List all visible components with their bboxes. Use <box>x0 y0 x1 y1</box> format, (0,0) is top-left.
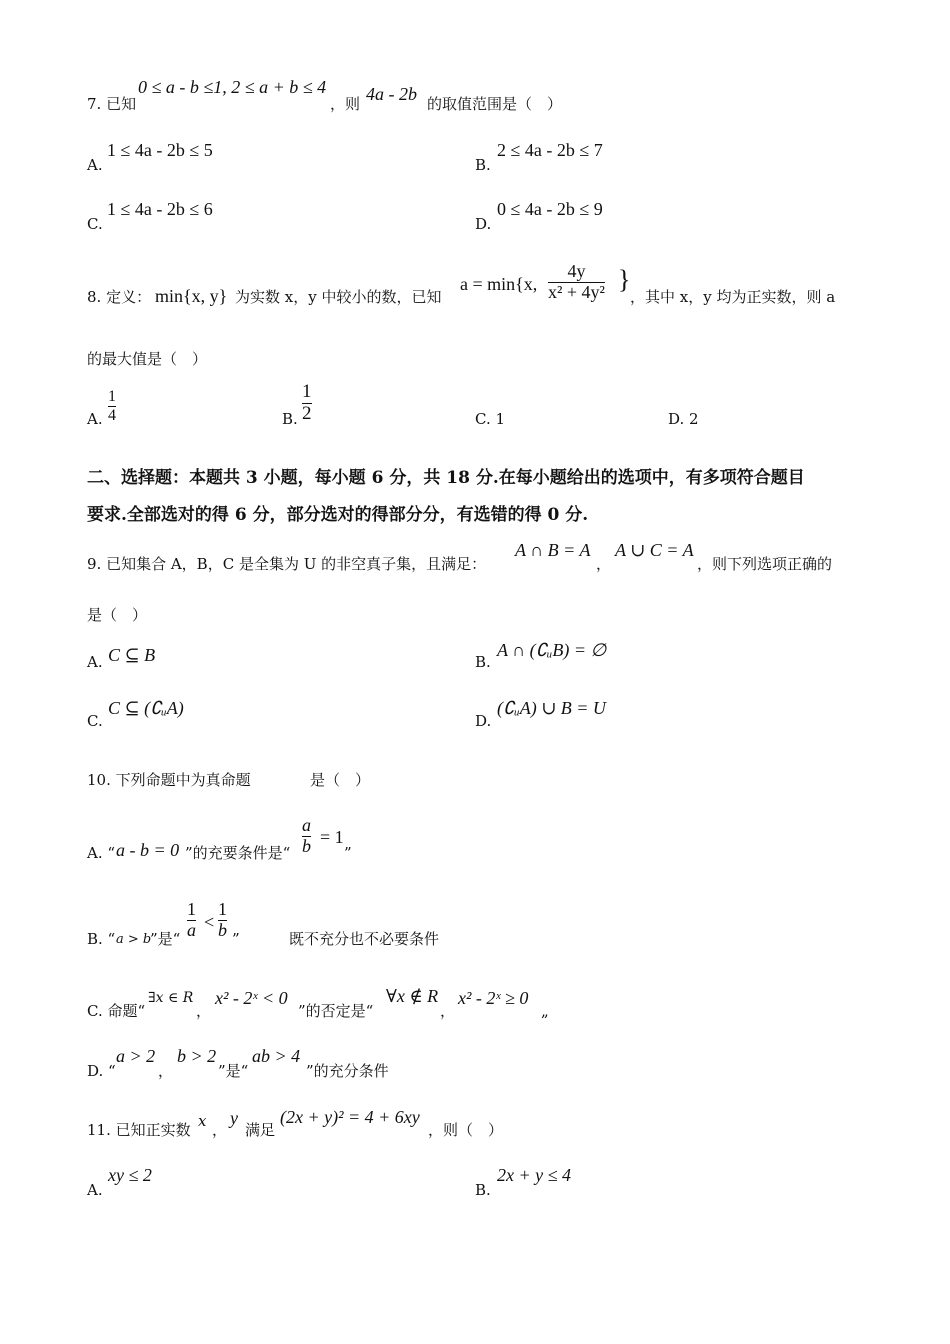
q7-option-b-label: B. <box>475 156 491 174</box>
q9-comma: ， <box>596 555 612 573</box>
q10-c-inequality1: x² - 2ˣ < 0 <box>215 988 288 1008</box>
q10-c-comma2: ， <box>440 1002 456 1020</box>
q8-option-a-label: A. <box>87 410 103 428</box>
q10-c-end: „ <box>541 1002 549 1020</box>
q7-option-d-label: D. <box>475 215 492 233</box>
q7-prefix: 7. 已知 <box>87 95 137 113</box>
q9-option-c: C ⊆ (∁ᵤA) <box>108 698 184 718</box>
q8-text1: 为实数 x，y 中较小的数，已知 <box>235 288 442 306</box>
q9-option-b: A ∩ (∁ᵤB) = ∅ <box>497 640 607 660</box>
q10-suffix: 是（ ） <box>310 771 371 789</box>
q9-option-c-label: C. <box>87 712 103 730</box>
q10-b-mid: ”是“ <box>150 930 181 948</box>
q10-b-numerator1: 1 <box>187 899 196 919</box>
q8-a-definition-left: a = min{x, <box>460 274 538 294</box>
q9-line2: 是（ ） <box>87 606 148 624</box>
q8-a-fraction <box>548 262 605 303</box>
q7-option-c: 1 ≤ 4a - 2b ≤ 6 <box>107 199 213 219</box>
q7-option-a-label: A. <box>87 156 103 174</box>
q9-option-a-label: A. <box>87 653 103 671</box>
q8-option-a-denominator: 4 <box>108 406 116 424</box>
q9-option-a: C ⊆ B <box>108 645 156 665</box>
q8-option-a-numerator: 1 <box>108 388 116 405</box>
q8-option-b-label: B. <box>282 410 298 428</box>
q10-a-equals: = 1 <box>320 827 344 847</box>
section2-heading-line1: 二、选择题：本题共 3 小题，每小题 6 分，共 18 分.在每小题给出的选项中，有多项符合题目 <box>87 468 805 488</box>
q11-option-b: 2x + y ≤ 4 <box>497 1165 572 1185</box>
q10-c-comma1: ， <box>196 1002 212 1020</box>
q11-mid: 满足 <box>245 1121 276 1139</box>
q7-condition: 0 ≤ a - b ≤1, 2 ≤ a + b ≤ 4 <box>138 77 327 97</box>
q8-option-c: C. 1 <box>475 410 506 428</box>
q8-a-denominator: x² + 4y² <box>548 281 605 302</box>
q10-d-pre: D. “ <box>87 1062 116 1080</box>
q8-option-b-denominator: 2 <box>302 402 312 424</box>
q8-line2: 的最大值是（ ） <box>87 350 208 368</box>
q8-option-b-fraction <box>302 382 312 425</box>
q10-b-denominator2: b <box>218 919 227 940</box>
q9-option-b-label: B. <box>475 653 491 671</box>
q10-a-end: ” <box>344 844 352 862</box>
q10-b-tail: 既不充分也不必要条件 <box>289 930 440 948</box>
q8-text2: ，其中 x，y 均为正实数，则 a <box>630 288 836 306</box>
q10-d-end: ”的充分条件 <box>306 1062 389 1080</box>
q10-c-pre: C. 命题“ <box>87 1002 146 1020</box>
q8-min-definition: min{x, y} <box>155 286 228 306</box>
q7-option-c-label: C. <box>87 215 103 233</box>
q10-b-numerator2: 1 <box>218 899 227 919</box>
q11-var-y: y <box>230 1108 238 1128</box>
q11-equation: (2x + y)² = 4 + 6xy <box>280 1107 420 1127</box>
q9-condition1: A ∩ B = A <box>515 540 591 560</box>
q10-c-forall: ∀x ∉ R <box>386 986 439 1006</box>
q10-b-end: ” <box>232 930 240 948</box>
q10-prefix: 10. 下列命题中为真命题 <box>87 771 251 789</box>
q11-option-a-label: A. <box>87 1181 103 1199</box>
q9-option-d: (∁ᵤA) ∪ B = U <box>497 698 606 718</box>
q10-b-fraction1 <box>187 900 196 941</box>
q11-suffix: ，则（ ） <box>428 1121 504 1139</box>
q10-b-fraction2 <box>218 900 227 941</box>
q10-d-comma: ， <box>158 1062 174 1080</box>
q7-suffix: 的取值范围是（ ） <box>427 95 563 113</box>
q7-expression: 4a - 2b <box>366 84 417 104</box>
q10-a-condition: a - b = 0 <box>116 840 180 860</box>
q7-option-b: 2 ≤ 4a - 2b ≤ 7 <box>497 140 603 160</box>
q10-c-mid: ”的否定是“ <box>298 1002 374 1020</box>
section2-heading-line2: 要求.全部选对的得 6 分，部分选对的得部分分，有选错的得 0 分. <box>87 505 589 525</box>
q10-b-denominator1: a <box>187 919 196 940</box>
q9-option-d-label: D. <box>475 712 492 730</box>
q9-condition2: A ∪ C = A <box>615 540 694 560</box>
q10-a-mid: ”的充要条件是“ <box>185 844 291 862</box>
q10-a-pre: A. “ <box>87 844 116 862</box>
q10-c-exists: ∃x ∈ R <box>148 990 194 1006</box>
q7-option-d: 0 ≤ 4a - 2b ≤ 9 <box>497 199 603 219</box>
q7-mid: ，则 <box>330 95 361 113</box>
q10-b-condition: a > b <box>116 932 152 947</box>
q11-option-b-label: B. <box>475 1181 491 1199</box>
q8-a-numerator: 4y <box>567 261 586 281</box>
q11-comma: ， <box>212 1121 228 1139</box>
q10-d-b-condition: b > 2 <box>177 1046 217 1066</box>
q8-a-definition-right: } <box>618 265 631 294</box>
q10-d-a-condition: a > 2 <box>116 1046 156 1066</box>
q10-c-inequality2: x² - 2ˣ ≥ 0 <box>458 988 529 1008</box>
q10-b-pre: B. “ <box>87 930 116 948</box>
q8-option-d: D. 2 <box>668 410 699 428</box>
q10-a-denominator: b <box>302 835 311 856</box>
q10-d-ab-condition: ab > 4 <box>252 1046 301 1066</box>
q10-a-fraction <box>302 816 311 857</box>
q10-a-numerator: a <box>302 815 311 835</box>
q11-prefix: 11. 已知正实数 <box>87 1121 191 1139</box>
q10-d-mid: ”是“ <box>218 1062 249 1080</box>
q11-option-a: xy ≤ 2 <box>108 1165 152 1185</box>
q9-suffix: ，则下列选项正确的 <box>697 555 833 573</box>
q10-b-less-than: < <box>204 912 215 932</box>
q11-var-x: x <box>198 1112 207 1130</box>
q8-prefix: 8. 定义： <box>87 288 152 306</box>
q8-option-a-fraction <box>108 388 116 424</box>
q8-option-b-numerator: 1 <box>302 381 312 402</box>
q9-prefix: 9. 已知集合 A，B，C 是全集为 U 的非空真子集，且满足： <box>87 555 487 573</box>
q7-option-a: 1 ≤ 4a - 2b ≤ 5 <box>107 140 213 160</box>
